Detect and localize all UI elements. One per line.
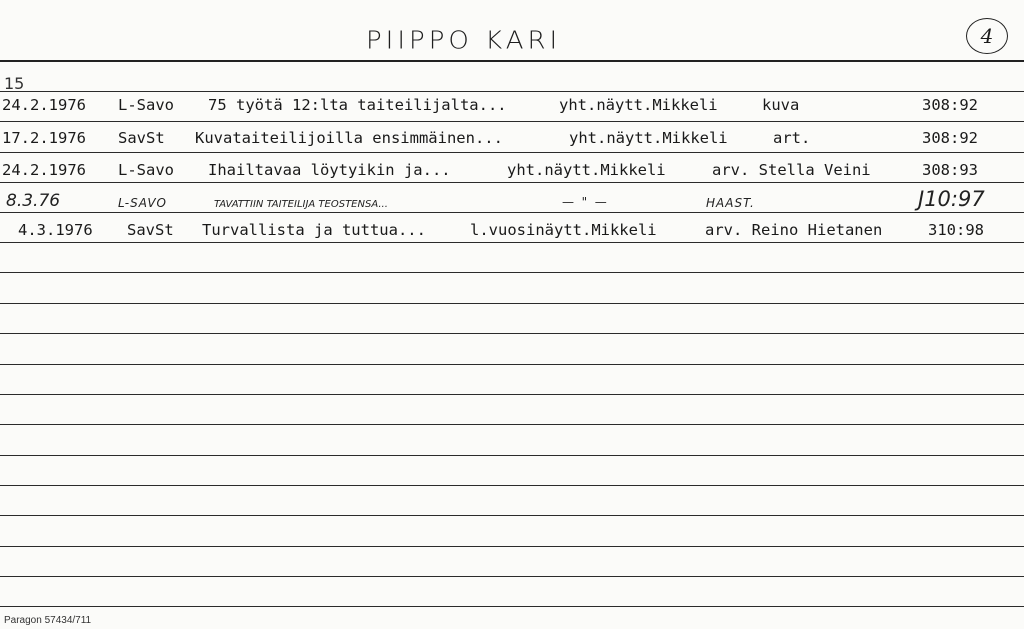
rule-line <box>0 455 1024 456</box>
card-title: PIIPPO KARI <box>366 26 562 56</box>
entry-paper: L-Savo <box>118 96 174 114</box>
rule-line <box>0 91 1024 92</box>
margin-mark: 15 <box>4 74 25 93</box>
entry-paper: SavSt <box>118 129 165 147</box>
rule-line <box>0 394 1024 395</box>
entry-paper: L-SAVO <box>118 196 167 210</box>
rule-line <box>0 121 1024 122</box>
rule-line <box>0 242 1024 243</box>
entry-category: — " — <box>562 195 607 209</box>
entry-ref: 308:93 <box>922 161 978 179</box>
entry-note: arv. Stella Veini <box>712 161 871 179</box>
rule-line <box>0 303 1024 304</box>
entry-category: yht.näytt.Mikkeli <box>507 161 666 179</box>
entry-paper: L-Savo <box>118 161 174 179</box>
rule-line <box>0 364 1024 365</box>
entry-ref: 308:92 <box>922 129 978 147</box>
entry-ref: J10:97 <box>918 187 985 211</box>
entry-ref: 310:98 <box>928 221 984 239</box>
entry-headline: Ihailtavaa löytyikin ja... <box>208 161 451 179</box>
entry-date: 4.3.1976 <box>18 221 93 239</box>
entry-date: 24.2.1976 <box>2 161 86 179</box>
rule-line <box>0 272 1024 273</box>
print-footer: Paragon 57434/711 <box>4 615 92 626</box>
entry-headline: Turvallista ja tuttua... <box>202 221 426 239</box>
rule-line <box>0 182 1024 183</box>
entry-category: yht.näytt.Mikkeli <box>569 129 728 147</box>
entry-note: arv. Reino Hietanen <box>705 221 883 239</box>
entry-note: art. <box>773 129 811 147</box>
card-number-circle: 4 <box>966 18 1008 54</box>
rule-line <box>0 424 1024 425</box>
rule-line <box>0 212 1024 213</box>
rule-line <box>0 576 1024 577</box>
entry-note: HAAST. <box>706 196 755 210</box>
entry-date: 8.3.76 <box>6 191 61 211</box>
entry-headline: TAVATTIIN TAITEILIJA TEOSTENSA... <box>214 199 388 210</box>
rule-line <box>0 333 1024 334</box>
rule-line <box>0 606 1024 607</box>
entry-date: 17.2.1976 <box>2 129 86 147</box>
entry-note: kuva <box>762 96 800 114</box>
entry-date: 24.2.1976 <box>2 96 86 114</box>
entry-paper: SavSt <box>127 221 174 239</box>
header-rule <box>0 60 1024 62</box>
rule-line <box>0 546 1024 547</box>
entry-category: l.vuosinäytt.Mikkeli <box>470 221 657 239</box>
entry-category: yht.näytt.Mikkeli <box>559 96 718 114</box>
rule-line <box>0 485 1024 486</box>
rule-line <box>0 515 1024 516</box>
entry-ref: 308:92 <box>922 96 978 114</box>
rule-line <box>0 152 1024 153</box>
entry-headline: 75 työtä 12:lta taiteilijalta... <box>208 96 507 114</box>
entry-headline: Kuvataiteilijoilla ensimmäinen... <box>195 129 503 147</box>
